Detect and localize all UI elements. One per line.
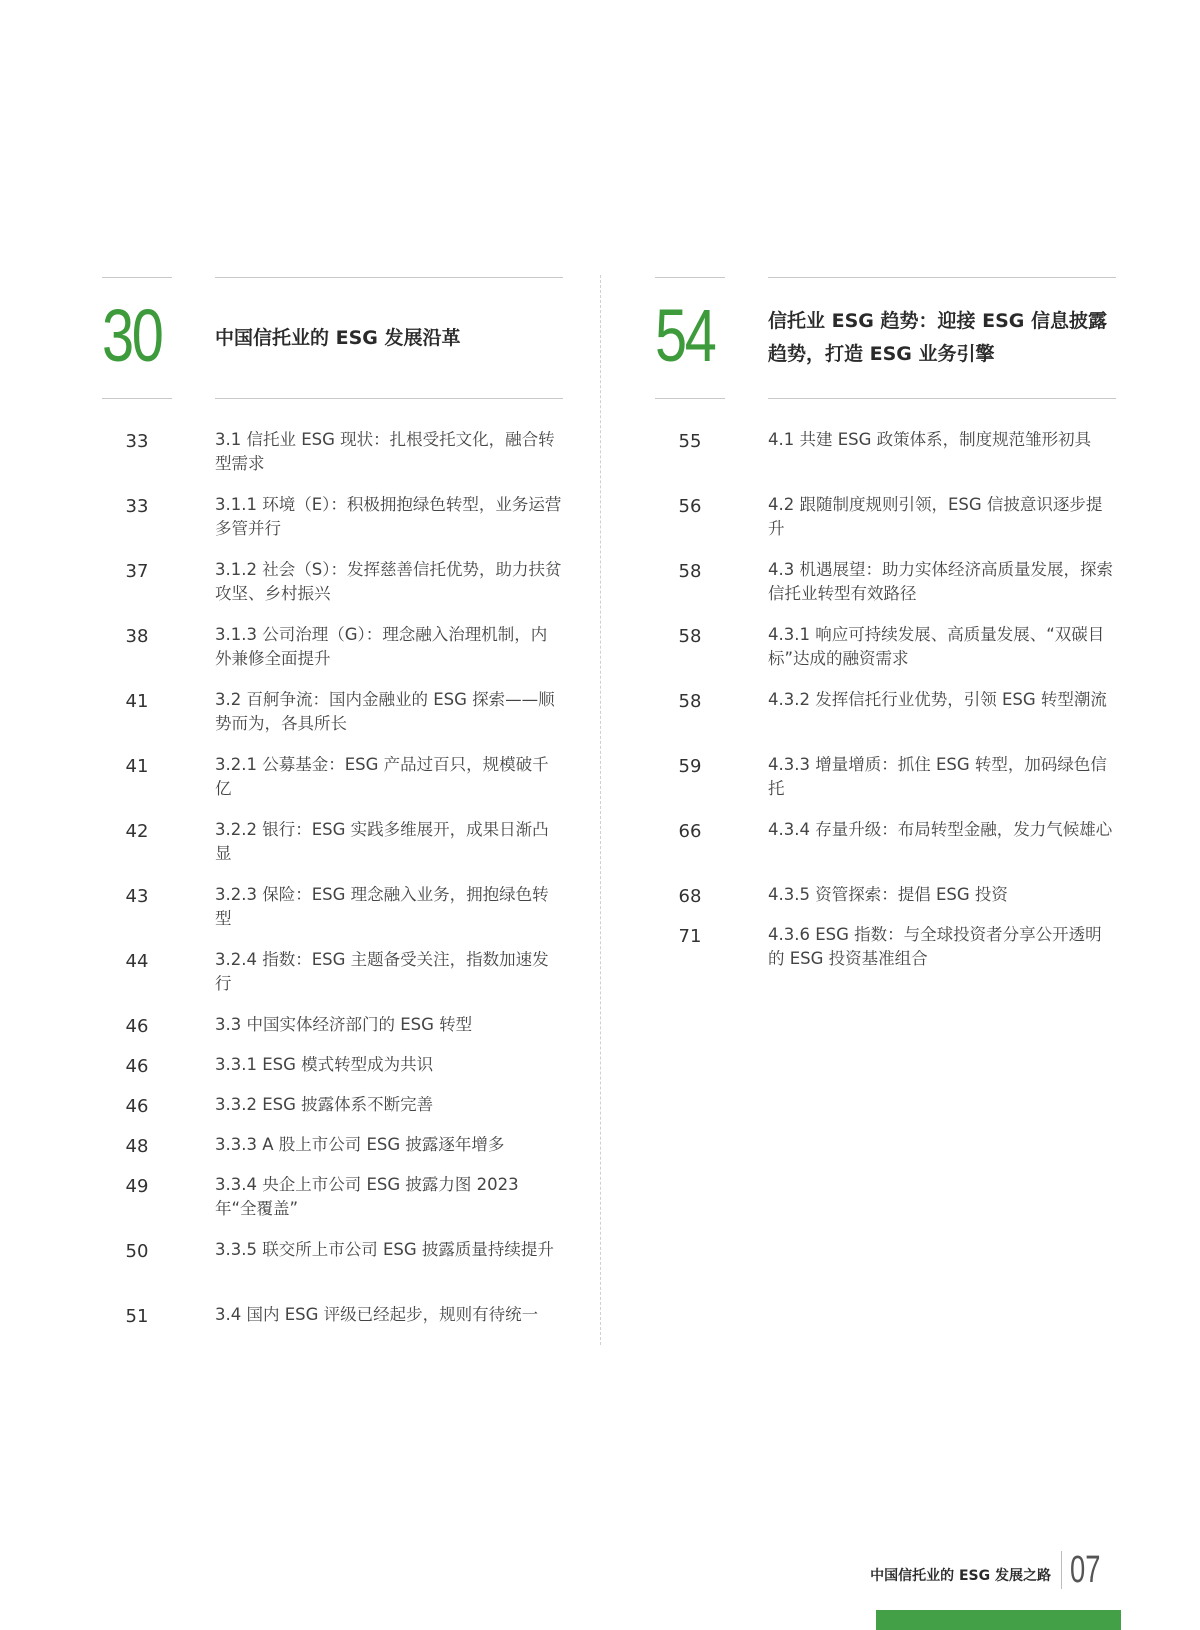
toc-entry[interactable] [655,753,1115,818]
toc-entry-title: 4.3.3 增量增质：抓住 ESG 转型，加码绿色信托 [768,755,1107,798]
toc-entry[interactable] [655,688,1115,753]
toc-entry-page: 48 [125,1136,149,1157]
toc-entry-title: 3.1 信托业 ESG 现状：扎根受托文化，融合转型需求 [215,430,555,473]
toc-entry-page: 56 [678,496,702,517]
toc-column-right [655,277,1115,988]
toc-entry-title: 3.1.3 公司治理（G）：理念融入治理机制，内外兼修全面提升 [215,625,548,668]
footer-divider [1061,1551,1062,1589]
toc-entry-title: 3.2.3 保险：ESG 理念融入业务，拥抱绿色转型 [215,885,549,928]
toc-entry-title: 3.2.2 银行：ESG 实践多维展开，成果日渐凸显 [215,820,549,863]
toc-entry[interactable] [102,1173,562,1238]
section-page-number: 30 [102,294,162,377]
toc-entry-title: 4.3 机遇展望：助力实体经济高质量发展，探索信托业转型有效路径 [768,560,1113,603]
toc-entry-page: 46 [125,1096,149,1117]
toc-entry-title: 3.4 国内 ESG 评级已经起步，规则有待统一 [215,1305,539,1324]
toc-entry-title: 4.3.1 响应可持续发展、高质量发展、“双碳目标”达成的融资需求 [768,625,1105,668]
column-divider [600,275,601,1345]
toc-entry-page: 58 [678,626,702,647]
toc-entry-title: 3.2 百舸争流：国内金融业的 ESG 探索——顺势而为，各具所长 [215,690,555,733]
toc-entry-page: 46 [125,1016,149,1037]
toc-entry-page: 46 [125,1056,149,1077]
toc-entry-page: 42 [125,821,149,842]
toc-entry[interactable] [102,1238,562,1303]
section-header-right [655,277,1115,400]
toc-entry-title: 3.1.2 社会（S）：发挥慈善信托优势，助力扶贫攻坚、乡村振兴 [215,560,562,603]
toc-entry-page: 68 [678,886,702,907]
toc-column-left [102,277,562,1343]
toc-entry[interactable] [655,883,1115,923]
toc-entry[interactable] [102,818,562,883]
toc-entry[interactable] [102,558,562,623]
rule [215,398,563,399]
toc-entry-list [102,428,562,1343]
footer-title: 中国信托业的 ESG 发展之路 [870,1568,1051,1584]
toc-entry[interactable] [102,623,562,688]
toc-entry-page: 58 [678,691,702,712]
section-title: 中国信托业的 ESG 发展沿革 [215,326,461,349]
toc-entry-page: 59 [678,756,702,777]
toc-entry-title: 4.3.2 发挥信托行业优势，引领 ESG 转型潮流 [768,690,1107,709]
toc-entry-page: 33 [125,496,149,517]
toc-entry[interactable] [655,558,1115,623]
toc-entry-title: 4.2 跟随制度规则引领，ESG 信披意识逐步提升 [768,495,1103,538]
toc-entry-page: 43 [125,886,149,907]
toc-entry[interactable] [102,428,562,493]
toc-entry-page: 58 [678,561,702,582]
footer-page-number: 07 [1070,1549,1101,1591]
toc-entry[interactable] [102,753,562,818]
rule [102,277,172,278]
rule [768,277,1116,278]
rule [655,398,725,399]
toc-entry[interactable] [102,688,562,753]
toc-entry-title: 3.1.1 环境（E）：积极拥抱绿色转型，业务运营多管并行 [215,495,562,538]
toc-entry-title: 4.3.6 ESG 指数：与全球投资者分享公开透明的 ESG 投资基准组合 [768,925,1102,968]
toc-entry-page: 49 [125,1176,149,1197]
section-title: 信托业 ESG 趋势：迎接 ESG 信息披露趋势，打造 ESG 业务引擎 [768,310,1107,365]
rule [215,277,563,278]
toc-entry[interactable] [102,1053,562,1093]
toc-entry-title: 3.3.3 A 股上市公司 ESG 披露逐年增多 [215,1135,505,1154]
toc-entry-title: 3.2.4 指数：ESG 主题备受关注，指数加速发行 [215,950,549,993]
rule [102,398,172,399]
toc-entry-page: 41 [125,691,149,712]
section-header-left [102,277,562,400]
toc-entry[interactable] [655,623,1115,688]
toc-entry-title: 3.3 中国实体经济部门的 ESG 转型 [215,1015,473,1034]
toc-entry-title: 4.3.5 资管探索：提倡 ESG 投资 [768,885,1008,904]
toc-entry[interactable] [655,493,1115,558]
toc-entry-page: 38 [125,626,149,647]
toc-entry-page: 44 [125,951,149,972]
toc-entry[interactable] [102,1303,562,1343]
section-page-number: 54 [655,294,715,377]
toc-entry-title: 3.3.1 ESG 模式转型成为共识 [215,1055,434,1074]
toc-entry-title: 3.2.1 公募基金：ESG 产品过百只，规模破千亿 [215,755,549,798]
toc-entry-page: 51 [125,1306,149,1327]
toc-entry[interactable] [102,1093,562,1133]
toc-entry[interactable] [655,818,1115,883]
toc-entry[interactable] [655,428,1115,493]
toc-entry-title: 3.3.5 联交所上市公司 ESG 披露质量持续提升 [215,1240,554,1259]
toc-entry[interactable] [102,1013,562,1053]
toc-entry[interactable] [102,493,562,558]
rule [768,398,1116,399]
rule [655,277,725,278]
toc-entry-page: 41 [125,756,149,777]
toc-entry-page: 37 [125,561,149,582]
page-footer [870,1547,1110,1589]
toc-entry-page: 55 [678,431,702,452]
toc-entry-page: 66 [678,821,702,842]
toc-entry-page: 50 [125,1241,149,1262]
toc-entry[interactable] [102,1133,562,1173]
toc-entry[interactable] [102,883,562,948]
toc-entry-title: 4.3.4 存量升级：布局转型金融，发力气候雄心 [768,820,1113,839]
footer-accent-bar [876,1610,1121,1630]
toc-entry-page: 71 [678,926,702,947]
toc-entry-title: 3.3.2 ESG 披露体系不断完善 [215,1095,434,1114]
toc-entry-title: 4.1 共建 ESG 政策体系，制度规范雏形初具 [768,430,1092,449]
toc-entry[interactable] [655,923,1115,988]
toc-entry-title: 3.3.4 央企上市公司 ESG 披露力图 2023 年“全覆盖” [215,1175,519,1218]
toc-entry[interactable] [102,948,562,1013]
toc-entry-list [655,428,1115,988]
toc-entry-page: 33 [125,431,149,452]
